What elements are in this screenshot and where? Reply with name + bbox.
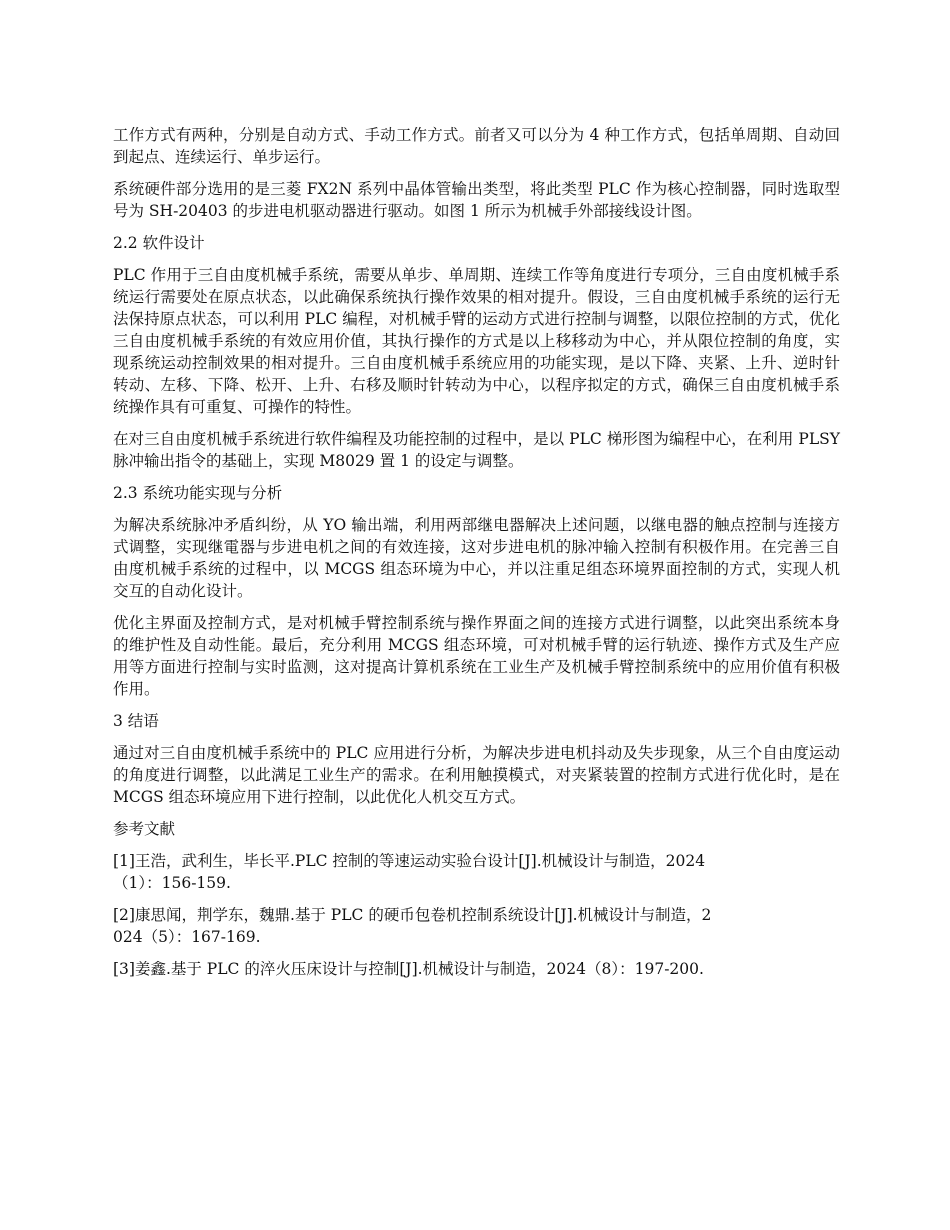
paragraph-pulse-relay: 为解决系统脉冲矛盾纠纷，从 YO 输出端，利用两部继电器解决上述问题，以继电器的触点控制与连接方式调整，实现继電器与步进电机之间的有效连接，这对步进电机的脉冲输入控制有积极作用。在完善三自由度机械手系统的过程中，以 MCGS 组态环境为中心，并以注重足组态环境界面控制的方式，实现人机交互的自动化设计。 [113,516,840,600]
heading-conclusion: 3 结语 [113,712,159,730]
paragraph-interface-optimization: 优化主界面及控制方式，是对机械手臂控制系统与操作界面之间的连接方式进行调整，以此突出系统本身的维护性及自动性能。最后，充分利用 MCGS 组态环境，可对机械手臂的运行轨迹、操作方式及生产应用等方面进行控制与实时监测，这对提高计算机系统在工业生产及机械手臂控制系统中的应用价值有积极作用。 [113,614,840,698]
reference-item: [2]康思闻，荆学东，魏鼎.基于 PLC 的硬币包卷机控制系统设计[J].机械设计与制造，2024（5）：167-169. [113,906,712,946]
document-page [113,124,840,990]
paragraph-work-modes: 工作方式有两种，分别是自动方式、手动工作方式。前者又可以分为 4 种工作方式，包括单周期、自动回到起点、连续运行、单步运行。 [113,126,840,166]
paragraph-conclusion: 通过对三自由度机械手系统中的 PLC 应用进行分析，为解决步进电机抖动及失步现象，从三个自由度运动的角度进行调整，以此满足工业生产的需求。在利用触摸模式，对夹紧装置的控制方式进行优化时，是在 MCGS 组态环境应用下进行控制，以此优化人机交互方式。 [113,744,840,806]
reference-item: [1]王浩，武利生，毕长平.PLC 控制的等速运动实验台设计[J].机械设计与制造，2024（1）：156-159. [113,852,706,892]
paragraph-software-plc: PLC 作用于三自由度机械手系统，需要从单步、单周期、连续工作等角度进行专项分，三自由度机械手系统运行需要处在原点状态，以此确保系统执行操作效果的相对提升。假设，三自由度机械手系统的运行无法保持原点状态，可以利用 PLC 编程，对机械手臂的运动方式进行控制与调整，以限位控制的方式，优化三自由度机械手系统的有效应用价值，其执行操作的方式是以上移移动为中心，并从限位控制的角度，实现系统运动控制效果的相对提升。三自由度机械手系统应用的功能实现，是以下降、夹紧、上升、逆时针转动、左移、下降、松开、上升、右移及顺时针转动为中心，以程序拟定的方式，确保三自由度机械手系统操作具有可重复、可操作的特性。 [113,266,840,416]
reference-item: [3]姜鑫.基于 PLC 的淬火压床设计与控制[J].机械设计与制造，2024（8）：197-200. [113,960,704,978]
heading-software-design: 2.2 软件设计 [113,234,205,252]
paragraph-hardware: 系统硬件部分选用的是三菱 FX2N 系列中晶体管输出类型，将此类型 PLC 作为核心控制器，同时选取型号为 SH-20403 的步进电机驱动器进行驱动。如图 1 所示为机械手外部接线设计图。 [113,180,840,220]
paragraph-software-programming: 在对三自由度机械手系统进行软件编程及功能控制的过程中，是以 PLC 梯形图为编程中心，在利用 PLSY 脉冲输出指令的基础上，实现 M8029 置 1 的设定与调整。 [113,430,840,470]
heading-system-function: 2.3 系统功能实现与分析 [113,484,283,502]
heading-references: 参考文献 [113,820,176,838]
